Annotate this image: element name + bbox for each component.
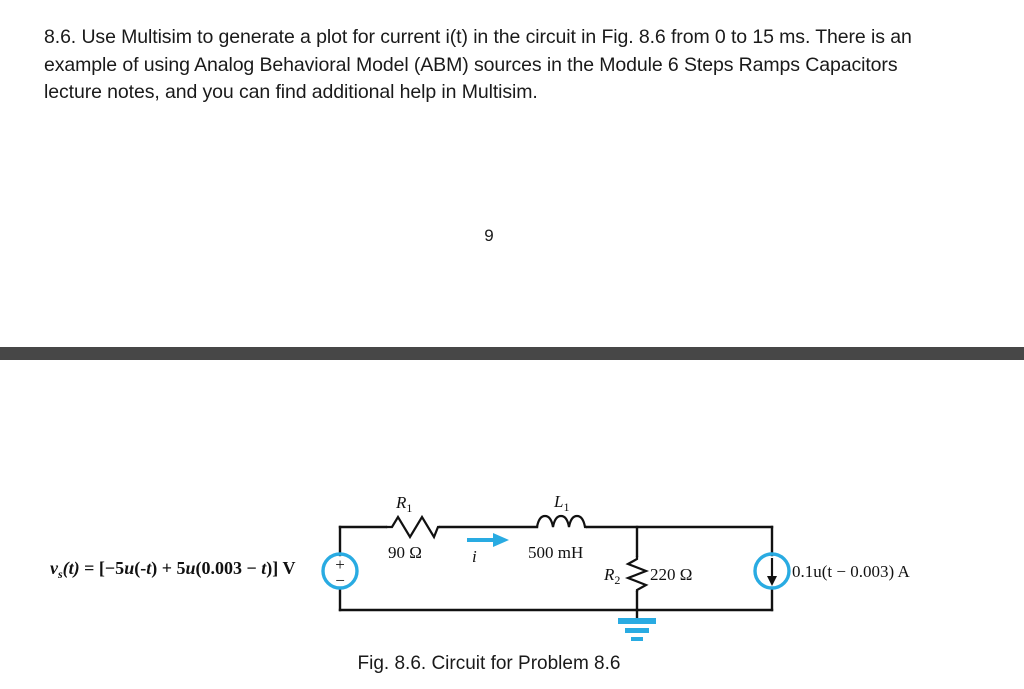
circuit-diagram [0, 360, 1024, 689]
voltage-source-equation-symbol: $v_s(t) = [-5u(-t) + 5u(0.003 - t)]$ V [50, 558, 296, 581]
resistor-r2-zigzag [628, 556, 646, 592]
circuit-figure [0, 360, 1024, 689]
voltage-source-equation-label [50, 558, 295, 581]
page-number: 9 [484, 226, 494, 245]
component-l1-reference: $L_1$ [554, 492, 570, 514]
voltage-source-plus-sign: + [335, 555, 345, 574]
resistor-r1-zigzag [386, 517, 440, 537]
component-r1 [386, 493, 440, 562]
section-divider [0, 347, 1024, 360]
component-l1-value: 500 mH [528, 543, 584, 562]
current-source-label: 0.1u(t − 0.003) A [792, 562, 910, 581]
inductor-l1-coils [537, 516, 587, 527]
component-r2 [603, 556, 692, 592]
current-arrow-label: i [472, 547, 477, 566]
ground-bar-1 [618, 618, 656, 624]
ground-bar-2 [625, 628, 649, 633]
component-r2-reference: $R_2$ [604, 565, 621, 587]
component-ground [618, 618, 656, 641]
component-r1-reference: $R_1$ [396, 493, 413, 515]
component-r2-value: 220 Ω [650, 565, 693, 584]
figure-caption: Fig. 8.6. Circuit for Problem 8.6 [357, 653, 621, 674]
current-arrow-i [467, 533, 509, 566]
current-arrow-head [493, 533, 509, 547]
component-r1-value: 90 Ω [388, 543, 422, 562]
component-current-source [755, 554, 910, 588]
ground-bar-3 [631, 637, 643, 641]
voltage-source-minus-sign: − [335, 571, 345, 590]
current-source-arrow-head [767, 576, 777, 586]
problem-statement-text: 8.6. Use Multisim to generate a plot for current i(t) in the circuit in Fig. 8.6 from 0 to 15 ms. There is an example of using Analog Behavioral Model (ABM) sources in the Module 6 Steps Ramps Capacitors lecture notes, and you can find additional help in Multisim. [44, 26, 912, 103]
component-voltage-source [323, 554, 357, 590]
